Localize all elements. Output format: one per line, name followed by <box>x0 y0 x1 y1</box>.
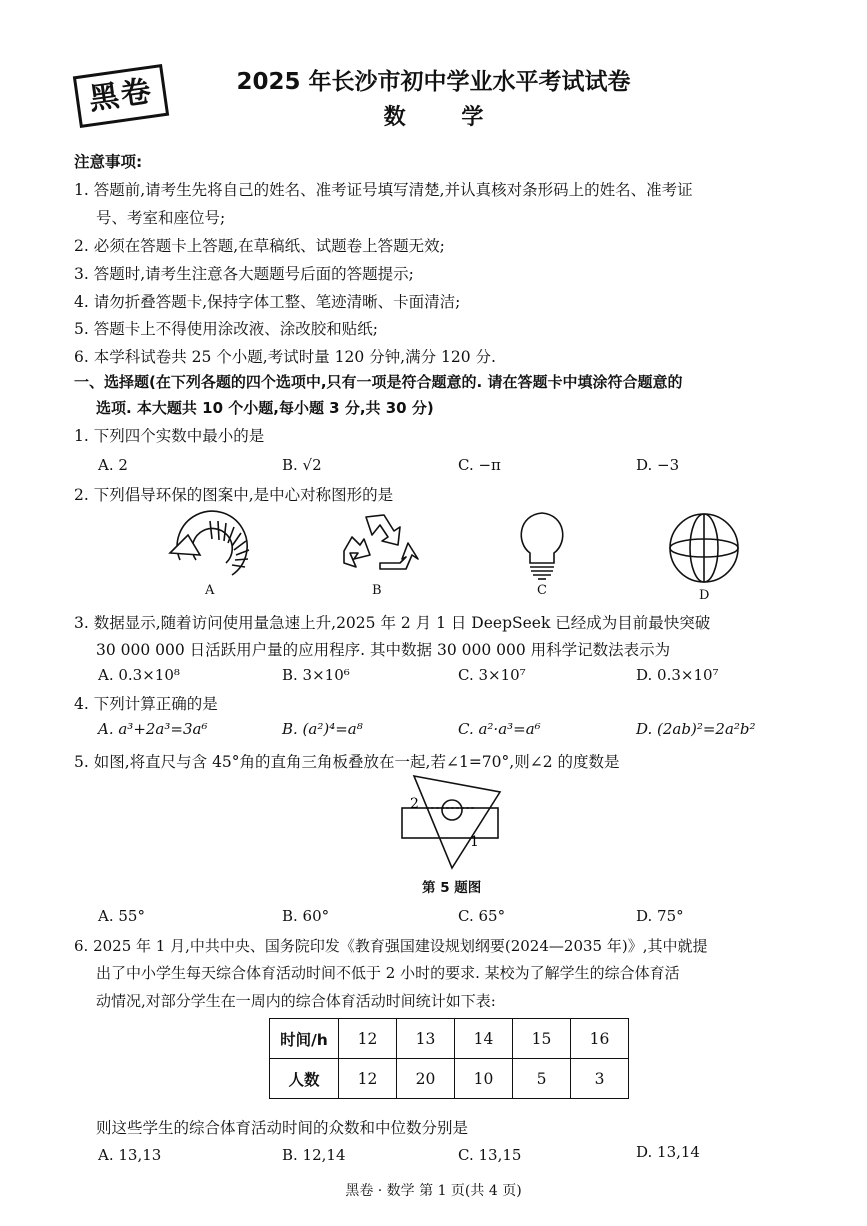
q6-stem-cont: 动情况,对部分学生在一周内的综合体育活动时间统计如下表: <box>96 992 496 1010</box>
notice-item: 4. 请勿折叠答题卡,保持字体工整、笔迹清晰、卡面清洁; <box>74 293 461 311</box>
angle-1-label: 1 <box>470 834 479 850</box>
table-row <box>270 1059 629 1099</box>
q4-option-a: A. a³+2a³=3a⁶ <box>98 720 208 738</box>
q1-stem: 1. 下列四个实数中最小的是 <box>74 427 265 445</box>
q2-figure-a <box>160 505 270 585</box>
q6-stem: 6. 2025 年 1 月,中共中央、国务院印发《教育强国建设规划纲要(2024—2035 年)》,其中就提 <box>74 937 708 955</box>
notice-heading: 注意事项: <box>74 153 143 171</box>
table-cell: 12 <box>339 1019 397 1059</box>
table-header-cell: 人数 <box>270 1059 339 1099</box>
q3-option-b: B. 3×10⁶ <box>282 666 350 684</box>
exam-title: 2025 年长沙市初中学业水平考试试卷 <box>236 69 631 95</box>
q6-option-a: A. 13,13 <box>98 1146 162 1164</box>
q5-option-a: A. 55° <box>98 907 145 925</box>
q2-figure-c <box>512 505 572 583</box>
q3-option-a: A. 0.3×10⁸ <box>98 666 180 684</box>
q6-option-c: C. 13,15 <box>458 1146 522 1164</box>
q6-data-table <box>269 1018 629 1099</box>
black-paper-stamp: 黑卷 <box>73 64 169 128</box>
table-cell: 20 <box>397 1059 455 1099</box>
q1-option-a: A. 2 <box>98 456 128 474</box>
q5-caption: 第 5 题图 <box>422 880 482 896</box>
q2-figure-d <box>666 510 742 586</box>
q3-stem-cont: 30 000 000 日活跃用户量的应用程序. 其中数据 30 000 000 用科学记数法表示为 <box>96 641 671 659</box>
page-footer: 黑卷 · 数学 第 1 页(共 4 页) <box>345 1183 522 1199</box>
q5-option-d: D. 75° <box>636 907 684 925</box>
q4-stem: 4. 下列计算正确的是 <box>74 695 218 713</box>
table-cell: 15 <box>513 1019 571 1059</box>
q1-option-d: D. −3 <box>636 456 680 474</box>
table-cell: 10 <box>455 1059 513 1099</box>
q5-figure <box>396 772 506 872</box>
q1-option-c: C. −π <box>458 456 501 474</box>
notice-item: 3. 答题时,请考生注意各大题题号后面的答题提示; <box>74 265 414 283</box>
q5-stem: 5. 如图,将直尺与含 45°角的直角三角板叠放在一起,若∠1=70°,则∠2 的度数是 <box>74 753 620 771</box>
notice-item: 1. 答题前,请考生先将自己的姓名、准考证号填写清楚,并认真核对条形码上的姓名、准考证 <box>74 181 693 199</box>
table-cell: 12 <box>339 1059 397 1099</box>
q3-stem: 3. 数据显示,随着访问使用量急速上升,2025 年 2 月 1 日 DeepSeek 已经成为目前最快突破 <box>74 614 711 632</box>
q4-option-d: D. (2ab)²=2a²b² <box>636 720 756 738</box>
q2-figure-b <box>336 507 420 579</box>
q5-option-c: C. 65° <box>458 907 506 925</box>
table-cell: 14 <box>455 1019 513 1059</box>
q3-option-d: D. 0.3×10⁷ <box>636 666 719 684</box>
q2-label-a: A <box>205 583 215 598</box>
q6-option-d: D. 13,14 <box>636 1143 700 1161</box>
table-cell: 3 <box>571 1059 629 1099</box>
notice-item: 2. 必须在答题卡上答题,在草稿纸、试题卷上答题无效; <box>74 237 445 255</box>
q2-label-d: D <box>699 588 710 603</box>
table-cell: 5 <box>513 1059 571 1099</box>
q3-option-c: C. 3×10⁷ <box>458 666 526 684</box>
q6-option-b: B. 12,14 <box>282 1146 346 1164</box>
table-cell: 13 <box>397 1019 455 1059</box>
q6-stem-cont: 出了中小学生每天综合体育活动时间不低于 2 小时的要求. 某校为了解学生的综合体育活 <box>96 964 680 982</box>
table-row <box>270 1019 629 1059</box>
q4-option-c: C. a²·a³=a⁶ <box>458 720 541 738</box>
q2-stem: 2. 下列倡导环保的图案中,是中心对称图形的是 <box>74 486 394 504</box>
section-heading-cont: 选项. 本大题共 10 个小题,每小题 3 分,共 30 分) <box>96 399 434 417</box>
notice-item: 6. 本学科试卷共 25 个小题,考试时量 120 分钟,满分 120 分. <box>74 348 496 366</box>
table-cell: 16 <box>571 1019 629 1059</box>
q2-label-b: B <box>372 583 382 598</box>
q4-option-b: B. (a²)⁴=a⁸ <box>282 720 363 738</box>
q2-label-c: C <box>537 583 547 598</box>
q1-option-b: B. √2 <box>282 456 322 474</box>
angle-2-label: 2 <box>410 796 419 812</box>
table-header-cell: 时间/h <box>270 1019 339 1059</box>
q6-question: 则这些学生的综合体育活动时间的众数和中位数分别是 <box>96 1119 469 1137</box>
section-heading: 一、选择题(在下列各题的四个选项中,只有一项是符合题意的. 请在答题卡中填涂符合题意的 <box>74 373 683 391</box>
subject-title: 数 学 <box>383 105 508 130</box>
notice-item: 5. 答题卡上不得使用涂改液、涂改胶和贴纸; <box>74 320 378 338</box>
q5-option-b: B. 60° <box>282 907 330 925</box>
notice-item: 号、考室和座位号; <box>96 209 226 227</box>
